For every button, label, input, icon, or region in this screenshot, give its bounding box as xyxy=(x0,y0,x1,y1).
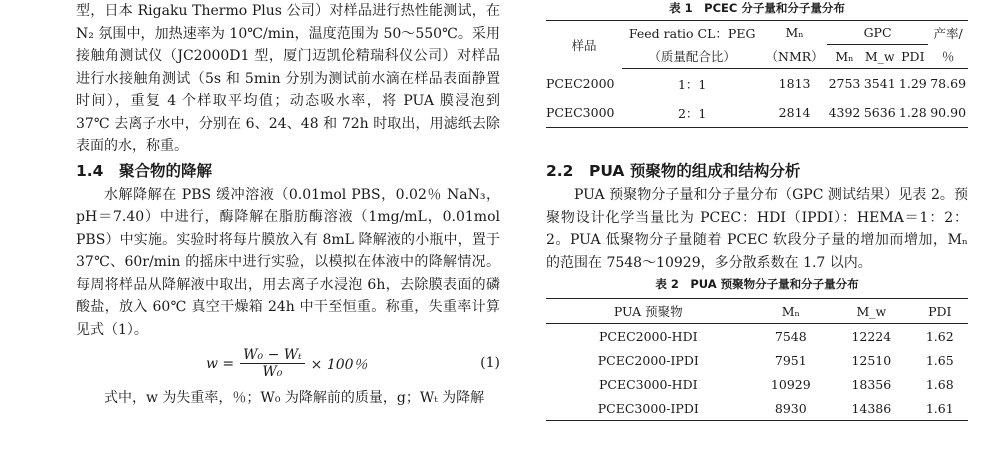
table2-header-mw: M_w xyxy=(831,299,912,324)
paragraph-thermal-testing: 型，日本 Rigaku Thermo Plus 公司）对样品进行热性能测试，在 N₂ 氛围中，加热速率为 10℃/min，温度范围为 50～550℃。采用接触角测试仪（JC2000D1 型，厦门迈凯伦精瑞科仪公司）对样品进行水接触角测试（5s 和 5min 分别为测试前水滴在样品表面静置时间），重复 4 个样取平均值；动态吸水率，将 PUA 膜浸泡到 37℃ 去离子水中，分别在 6、24、48 和 72h 时取出，用滤纸去除表面的水，称重。 xyxy=(76,3,500,154)
table-cell: 8930 xyxy=(774,400,807,416)
table1-header-mn-nmr: Mₙ xyxy=(785,25,804,41)
table-cell: 10929 xyxy=(770,376,811,392)
table-cell: 1.28 xyxy=(898,105,927,120)
table-cell: 12510 xyxy=(851,352,892,368)
table-cell: 3541 xyxy=(863,76,896,91)
table1-header-sample: 样品 xyxy=(571,37,597,53)
equation-weight-loss xyxy=(76,343,500,381)
table1-pcec xyxy=(546,20,968,128)
table-row xyxy=(546,396,968,421)
table-cell: 2814 xyxy=(778,105,811,120)
table-cell: 1.29 xyxy=(898,76,927,91)
table-cell: PCEC2000-HDI xyxy=(598,328,698,344)
table-cell: 12224 xyxy=(851,328,892,344)
table-cell: PCEC3000-IPDI xyxy=(597,400,699,416)
table2-header-prepolymer: PUA 预聚物 xyxy=(546,299,751,324)
table1-header-mn-nmr-unit: （NMR） xyxy=(762,45,826,69)
table-cell: 1.68 xyxy=(925,376,954,392)
table-cell: 4392 xyxy=(828,105,861,120)
equation-number: (1) xyxy=(480,355,500,371)
table-cell: 1：1 xyxy=(677,76,707,92)
table1-header-feed-ratio: Feed ratio CL：PEG xyxy=(628,25,756,41)
table-cell: 14386 xyxy=(851,400,892,416)
table-cell: 1.62 xyxy=(925,328,954,344)
table-row xyxy=(546,98,968,128)
equation-rhs: × 100％ xyxy=(310,356,368,373)
paragraph-degradation: 水解降解在 PBS 缓冲溶液（0.01mol PBS，0.02％ NaN₃，pH＝7.40）中进行，酶降解在脂肪酶溶液（1mg/mL，0.01mol PBS）中实施。实验时将每片膜放入有 8mL 降解液的小瓶中，置于 37℃、60r/min 的摇床中进行实验，以模拟在体液中的降解情况。每周将样品从降解液中取出，用去离子水浸泡 6h，去除膜表面的磷酸盐，放入 60℃ 真空干燥箱 24h 中干至恒重。称重，失重率计算见式（1）。 xyxy=(76,186,500,338)
table-cell: 5636 xyxy=(863,105,896,120)
table-cell: 7951 xyxy=(774,352,807,368)
table1-header-gpc-mn: Mₙ xyxy=(827,45,862,69)
table2-header-mn: Mₙ xyxy=(751,299,832,324)
table-cell: 1.65 xyxy=(925,352,954,368)
table1-header-gpc-mw: M_w xyxy=(862,45,897,69)
table2-caption: 表 2 PUA 预聚物分子量和分子量分布 xyxy=(655,277,859,291)
table-row xyxy=(546,348,968,372)
left-column xyxy=(76,0,500,410)
table-cell: 2：1 xyxy=(677,105,707,121)
right-column xyxy=(546,0,968,421)
table-row xyxy=(546,69,968,99)
table-cell: PCEC2000-IPDI xyxy=(597,352,699,368)
table-cell: 90.90 xyxy=(930,105,967,120)
table1-header-yield: 产率/ xyxy=(933,25,963,41)
table-row xyxy=(546,372,968,396)
table2-header-pdi: PDI xyxy=(912,299,968,324)
table-cell: 1813 xyxy=(778,76,811,91)
table1-caption: 表 1 PCEC 分子量和分子量分布 xyxy=(669,1,845,15)
equation-numerator: W₀ − Wₜ xyxy=(240,347,304,364)
equation-denominator: W₀ xyxy=(262,364,283,380)
table-cell: 78.69 xyxy=(930,76,967,91)
section-heading-pua-analysis: 2.2 PUA 预聚物的组成和结构分析 xyxy=(546,162,801,180)
table-cell: PCEC2000 xyxy=(546,75,615,91)
table1-header-gpc-pdi: PDI xyxy=(897,45,928,69)
table1-header-yield-unit: ％ xyxy=(928,45,968,69)
table-cell: 2753 xyxy=(828,76,861,91)
table1-header-feed-ratio-unit: （质量配合比） xyxy=(622,45,762,69)
table-cell: PCEC3000-HDI xyxy=(598,376,698,392)
paragraph-pua-analysis: PUA 预聚物分子量和分子量分布（GPC 测试结果）见表 2。预聚物设计化学当量比为 PCEC：HDI（IPDI）：HEMA＝1：2：2。PUA 低聚物分子量随着 PCEC 软段分子量的增加而增加，Mₙ 的范围在 7548～10929，多分散系数在 1.7 以内。 xyxy=(546,187,968,271)
table1-header-gpc: GPC xyxy=(827,21,928,45)
table-cell: 1.61 xyxy=(925,400,954,416)
section-heading-degradation: 1.4 聚合物的降解 xyxy=(76,161,212,180)
table-row xyxy=(546,324,968,349)
table2-pua xyxy=(546,298,968,421)
equation-fraction xyxy=(240,347,304,380)
equation-lhs: w = xyxy=(206,355,235,372)
table-cell: PCEC3000 xyxy=(546,105,615,120)
table-cell: 7548 xyxy=(774,328,807,344)
table-cell: 18356 xyxy=(851,376,892,392)
paragraph-symbols: 式中，w 为失重率，％；W₀ 为降解前的质量，g；Wₜ 为降解 xyxy=(104,390,485,406)
